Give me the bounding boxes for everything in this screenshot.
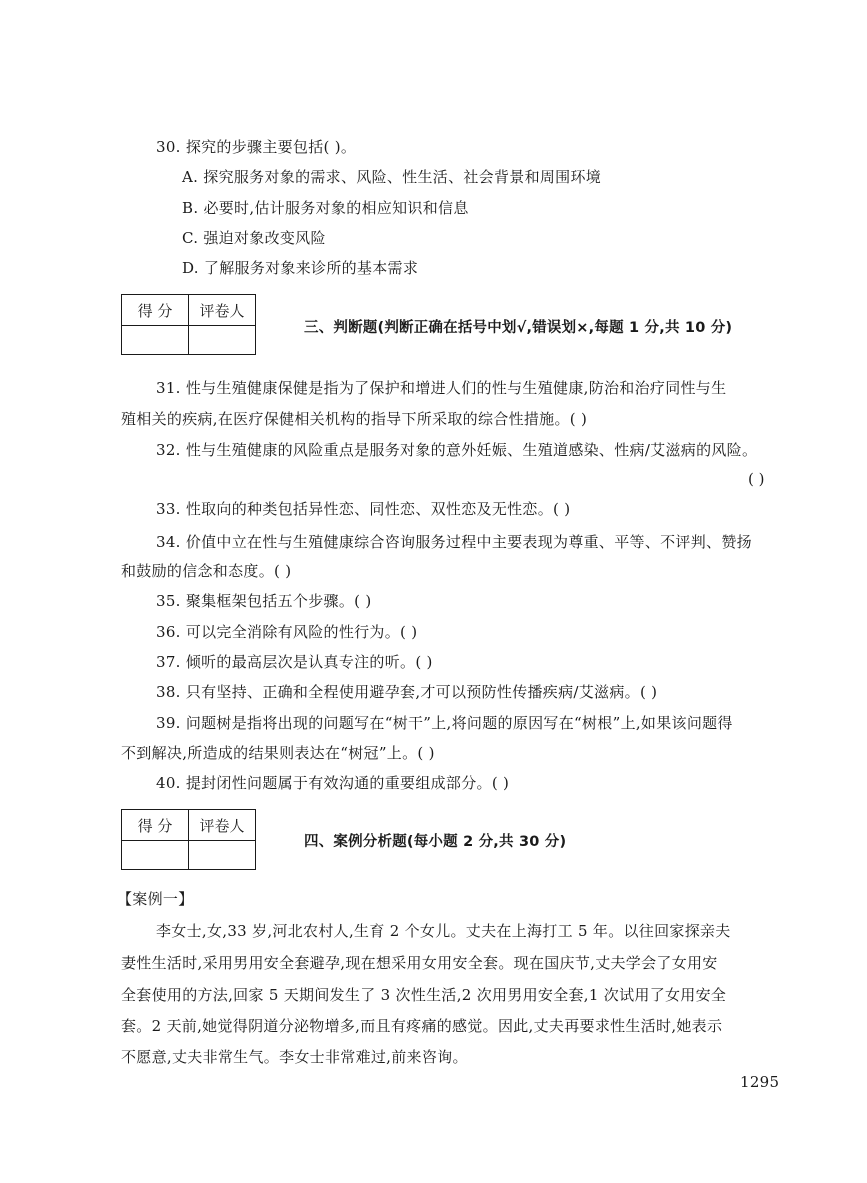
score-label: 得 分 — [122, 810, 189, 841]
question-34-line-2: 和鼓励的信念和态度。( ) — [121, 562, 292, 580]
case-1-title: 【案例一】 — [117, 890, 194, 908]
question-31-line-2: 殖相关的疾病,在医疗保健相关机构的指导下所采取的综合性措施。( ) — [121, 410, 588, 428]
case-1-line-2: 妻性生活时,采用男用安全套避孕,现在想采用女用安全套。现在国庆节,丈夫学会了女用安 — [121, 954, 718, 972]
question-32-line-1: 32. 性与生殖健康的风险重点是服务对象的意外妊娠、生殖道感染、性病/艾滋病的风险。 — [156, 441, 758, 459]
case-1-line-1: 李女士,女,33 岁,河北农村人,生育 2 个女儿。丈夫在上海打工 5 年。以往回家探亲夫 — [156, 922, 731, 940]
question-30-stem: 30. 探究的步骤主要包括( )。 — [156, 138, 357, 156]
score-box-section-4 — [121, 809, 256, 870]
question-40: 40. 提封闭性问题属于有效沟通的重要组成部分。( ) — [156, 774, 510, 792]
question-30-option-a: A. 探究服务对象的需求、风险、性生活、社会背景和周围环境 — [182, 168, 602, 186]
question-30-option-d: D. 了解服务对象来诊所的基本需求 — [182, 259, 419, 277]
question-39-line-1: 39. 问题树是指将出现的问题写在“树干”上,将问题的原因写在“树根”上,如果该问题得 — [156, 714, 733, 732]
question-35: 35. 聚集框架包括五个步骤。( ) — [156, 592, 372, 610]
question-31-line-1: 31. 性与生殖健康保健是指为了保护和增进人们的性与生殖健康,防治和治疗同性与生 — [156, 379, 727, 397]
question-38: 38. 只有坚持、正确和全程使用避孕套,才可以预防性传播疾病/艾滋病。( ) — [156, 683, 658, 701]
question-33: 33. 性取向的种类包括异性恋、同性恋、双性恋及无性恋。( ) — [156, 500, 571, 518]
grader-label: 评卷人 — [189, 295, 256, 326]
score-cell — [122, 841, 189, 870]
question-36: 36. 可以完全消除有风险的性行为。( ) — [156, 623, 418, 641]
section-4-heading: 四、案例分析题(每小题 2 分,共 30 分) — [304, 834, 567, 850]
question-34-line-1: 34. 价值中立在性与生殖健康综合咨询服务过程中主要表现为尊重、平等、不评判、赞扬 — [156, 533, 752, 551]
case-1-line-4: 套。2 天前,她觉得阴道分泌物增多,而且有疼痛的感觉。因此,丈夫再要求性生活时,她表示 — [121, 1017, 723, 1035]
question-32-answer-paren: ( ) — [748, 470, 765, 488]
question-30-option-c: C. 强迫对象改变风险 — [182, 229, 326, 247]
question-37: 37. 倾听的最高层次是认真专注的听。( ) — [156, 653, 433, 671]
grader-cell — [189, 326, 256, 355]
question-39-line-2: 不到解决,所造成的结果则表达在“树冠”上。( ) — [121, 744, 435, 762]
grader-cell — [189, 841, 256, 870]
score-cell — [122, 326, 189, 355]
score-box-section-3 — [121, 294, 256, 355]
section-3-heading: 三、判断题(判断正确在括号中划√,错误划×,每题 1 分,共 10 分) — [304, 320, 733, 336]
case-1-line-5: 不愿意,丈夫非常生气。李女士非常难过,前来咨询。 — [121, 1048, 468, 1066]
score-label: 得 分 — [122, 295, 189, 326]
grader-label: 评卷人 — [189, 810, 256, 841]
case-1-line-3: 全套使用的方法,回家 5 天期间发生了 3 次性生活,2 次用男用安全套,1 次试用了女用安全 — [121, 986, 727, 1004]
page-number: 1295 — [740, 1073, 780, 1091]
question-30-option-b: B. 必要时,估计服务对象的相应知识和信息 — [182, 199, 469, 217]
